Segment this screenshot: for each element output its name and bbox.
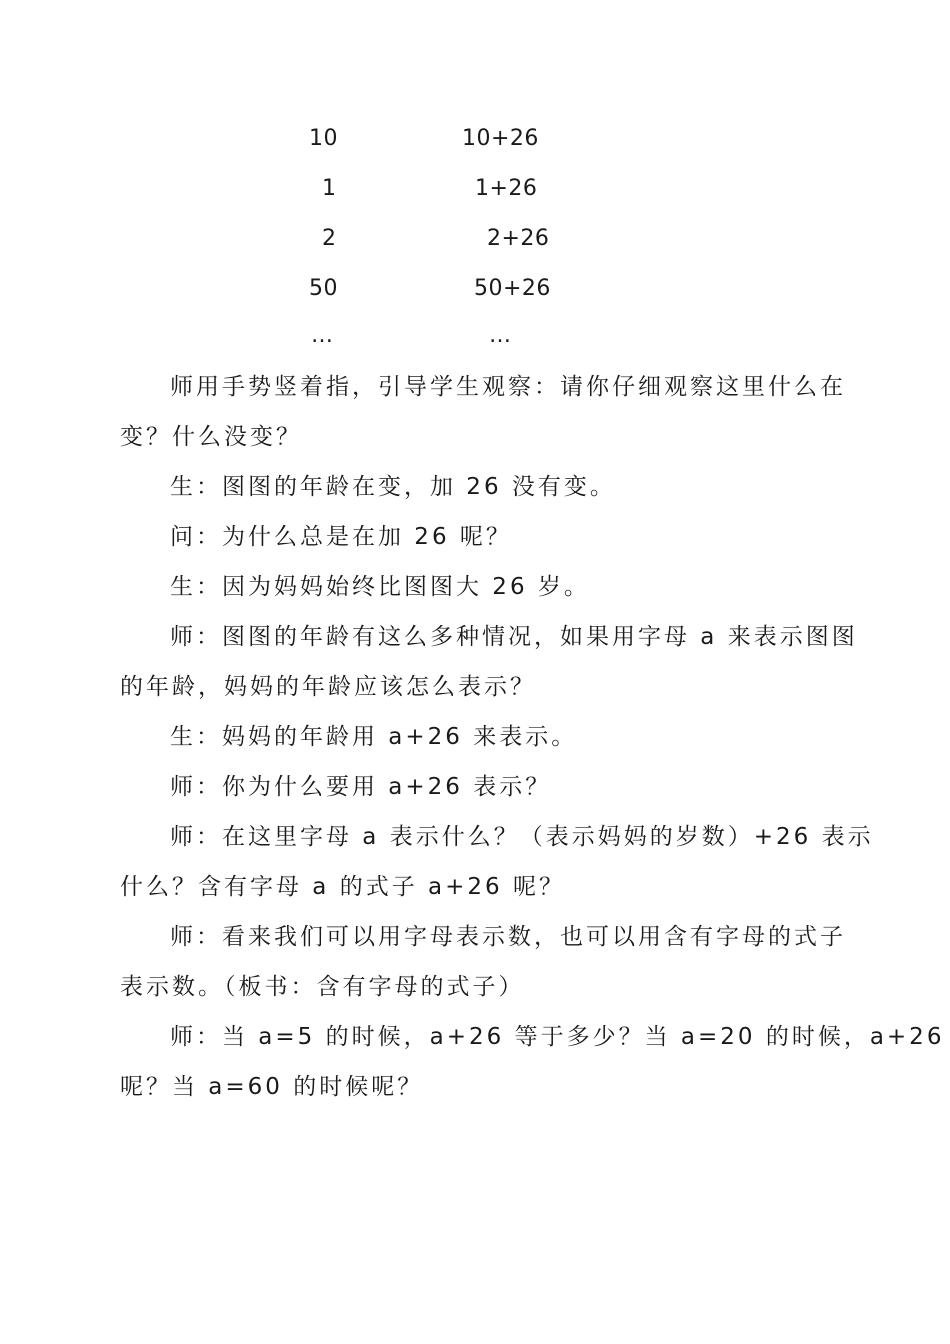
paragraph	[120, 762, 840, 812]
paragraph-line: 师：当 a=5 的时候，a+26 等于多少？当 a=20 的时候，a+26	[170, 1024, 945, 1050]
table-cell-left: 2	[322, 226, 337, 251]
paragraph-line: 呢？当 a=60 的时候呢？	[120, 1074, 424, 1100]
paragraph-line: 师用手势竖着指，引导学生观察：请你仔细观察这里什么在	[170, 374, 846, 400]
paragraph	[120, 462, 840, 512]
paragraph-line: 师：看来我们可以用字母表示数，也可以用含有字母的式子	[170, 924, 846, 950]
paragraph-line: 生：妈妈的年龄用 a+26 来表示。	[170, 724, 578, 750]
table-cell-right: …	[489, 323, 512, 348]
paragraph	[120, 512, 840, 562]
table-cell-left: …	[311, 323, 334, 348]
paragraph	[120, 362, 846, 462]
table-cell-right: 2+26	[487, 226, 550, 251]
table-cell-right: 10+26	[462, 126, 539, 151]
paragraph-line: 问：为什么总是在加 26 呢？	[170, 524, 512, 550]
paragraph	[120, 612, 858, 712]
paragraph-line: 什么？含有字母 a 的式子 a+26 呢？	[120, 874, 565, 900]
paragraph-line: 的年龄，妈妈的年龄应该怎么表示？	[120, 674, 536, 700]
paragraph-line: 师：你为什么要用 a+26 表示？	[170, 774, 552, 800]
table-cell-left: 50	[309, 276, 338, 301]
table-cell-left: 1	[322, 176, 337, 201]
paragraph-line: 师：在这里字母 a 表示什么？（表示妈妈的岁数）+26 表示	[170, 824, 874, 850]
paragraph-line: 生：图图的年龄在变，加 26 没有变。	[170, 474, 616, 500]
table-cell-right: 1+26	[475, 176, 538, 201]
paragraph	[120, 1012, 945, 1112]
table-cell-right: 50+26	[474, 276, 551, 301]
paragraph	[120, 712, 840, 762]
table-cell-left: 10	[309, 126, 338, 151]
paragraph-line: 表示数。（板书：含有字母的式子）	[120, 974, 525, 1000]
paragraph	[120, 912, 846, 1012]
paragraph-line: 变？什么没变？	[120, 424, 302, 450]
paragraph-line: 生：因为妈妈始终比图图大 26 岁。	[170, 574, 590, 600]
paragraph	[120, 562, 840, 612]
paragraph-line: 师：图图的年龄有这么多种情况，如果用字母 a 来表示图图	[170, 624, 858, 650]
paragraph	[120, 812, 874, 912]
